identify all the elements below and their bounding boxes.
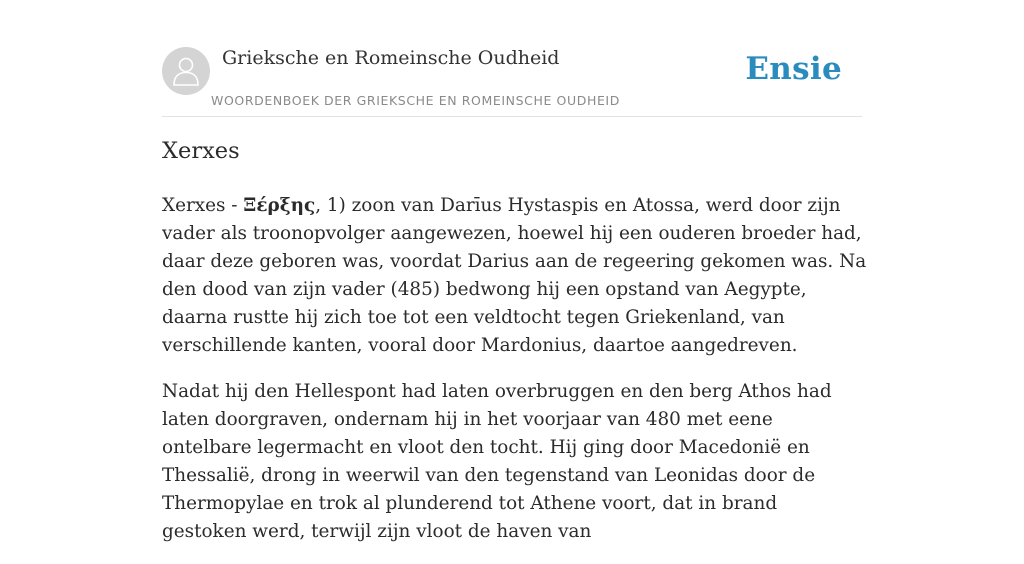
greek-term: Ξέρξης [243, 195, 316, 216]
site-subtitle: WOORDENBOEK DER GRIEKSCHE EN ROMEINSCHE OUDHEID [211, 93, 620, 108]
site-title[interactable]: Grieksche en Romeinsche Oudheid [222, 47, 560, 69]
entry-paragraph-1-text: , 1) zoon van Darīus Hystaspis en Atossa, werd door zijn vader als troonopvolger aangewezen, hoewel hij een ouderen broeder had, daar deze geboren was, voordat Darius aan de regeering gekomen was. Na den dood van zijn vader (485) bedwong hij een opstand van Aegypte, daarna rustte hij zich toe tot een veldtocht tegen Griekenland, van verschillende kanten, vooral door Mardonius, daartoe aangedreven. [162, 195, 867, 356]
entry-title: Xerxes [162, 138, 240, 164]
entry-body [162, 192, 867, 564]
entry-paragraph-1 [162, 192, 867, 360]
entry-paragraph-2: Nadat hij den Hellespont had laten overbruggen en den berg Athos had laten doorgraven, ondernam hij in het voorjaar van 480 met eene ontelbare legermacht en vloot den tocht. Hij ging door Macedonië en Thessalië, drong in weerwil van den tegenstand van Leonidas door de Thermopylae en trok al plunderend tot Athene voort, dat in brand gestoken werd, terwijl zijn vloot de haven van [162, 381, 832, 542]
avatar[interactable] [162, 47, 210, 95]
ensie-logo[interactable]: Ensie [745, 51, 842, 87]
user-silhouette-icon [172, 56, 200, 86]
site-header [162, 40, 862, 117]
entry-lead: Xerxes - [162, 195, 244, 216]
